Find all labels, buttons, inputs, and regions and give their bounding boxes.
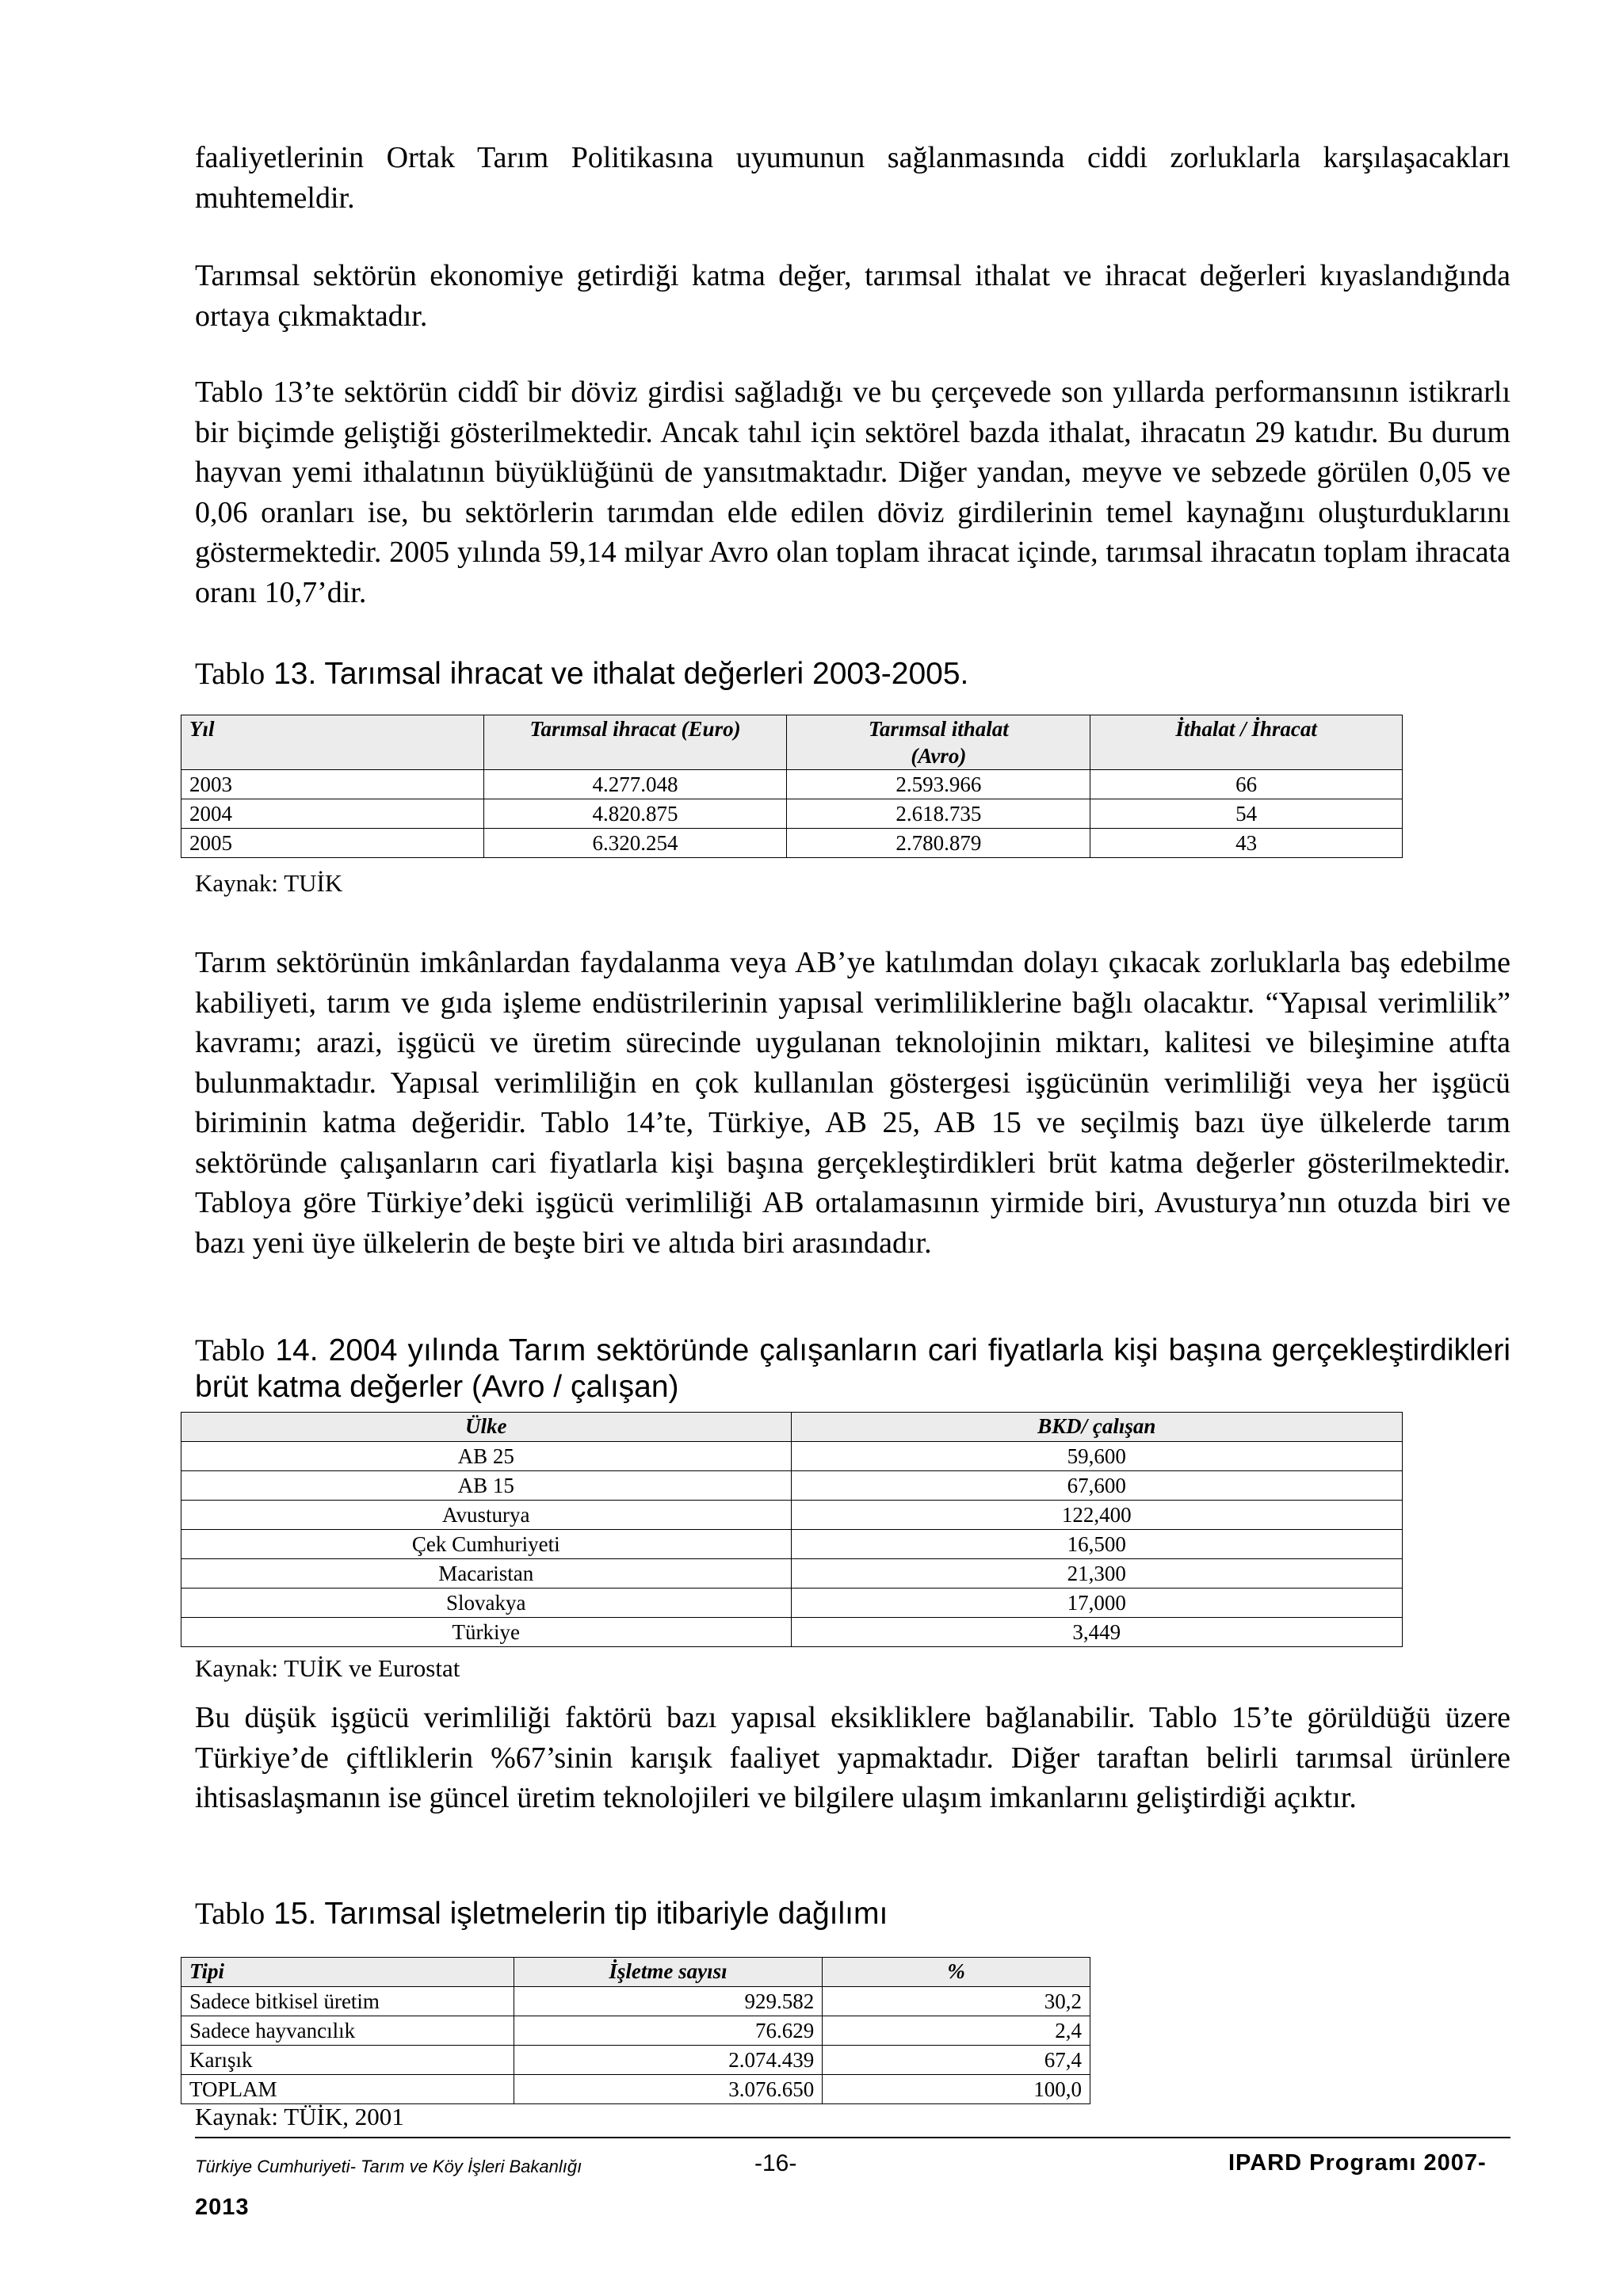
table-row bbox=[181, 1559, 1403, 1589]
table14-header-cell: BKD/ çalışan bbox=[791, 1413, 1402, 1442]
table-row bbox=[181, 1442, 1403, 1471]
table13 bbox=[181, 715, 1403, 858]
table-cell: AB 25 bbox=[181, 1442, 792, 1471]
table-cell: 2003 bbox=[181, 770, 484, 799]
table-cell: 2.780.879 bbox=[787, 829, 1090, 858]
table15-caption bbox=[195, 1896, 1510, 1932]
table13-header-row bbox=[181, 715, 1403, 770]
table-cell: 59,600 bbox=[791, 1442, 1402, 1471]
table14-source: Kaynak: TUİK ve Eurostat bbox=[195, 1654, 460, 1682]
table-row bbox=[181, 1618, 1403, 1647]
paragraph-3: Tablo 13’te sektörün ciddî bir döviz girdisi sağladığı ve bu çerçevede son yıllarda performansının istikrarlı bir biçimde geliştiği gösterilmektedir. Ancak tahıl için sektörel bazda ithalat, ihracatın 29 katıdır. Bu durum hayvan yemi ithalatının büyüklüğünü de yansıtmaktadır. Diğer yandan, meyve ve sebzede görülen 0,05 ve 0,06 oranları ise, bu sektörlerin tarımdan elde edilen döviz girdilerinin temel kaynağını oluşturduklarını göstermektedir. 2005 yılında 59,14 milyar Avro olan toplam ihracat içinde, tarımsal ihracatın toplam ihracata oranı 10,7’dir. bbox=[195, 376, 1510, 609]
table-cell: Sadece hayvancılık bbox=[181, 2016, 514, 2046]
table-cell: 2005 bbox=[181, 829, 484, 858]
footer-program: IPARD Programı 2007- bbox=[1228, 2150, 1487, 2176]
table-cell: 2.074.439 bbox=[514, 2046, 823, 2075]
table14-caption-prefix: Tablo bbox=[195, 1333, 265, 1367]
table-cell: TOPLAM bbox=[181, 2075, 514, 2104]
table-row bbox=[181, 1589, 1403, 1618]
table-cell: 4.820.875 bbox=[483, 799, 787, 829]
footer-ministry: Türkiye Cumhuriyeti- Tarım ve Köy İşleri Bakanlığı bbox=[195, 2157, 582, 2176]
table13-caption-text: 13. Tarımsal ihracat ve ithalat değerleri 2003-2005. bbox=[265, 657, 969, 691]
table-row bbox=[181, 1530, 1403, 1559]
paragraph-5: Bu düşük işgücü verimliliği faktörü bazı yapısal eksikliklere bağlanabilir. Tablo 15’te görüldüğü üzere Türkiye’de çiftliklerin %67’sinin karışık faaliyet yapmaktadır. Diğer taraftan belirli tarımsal ürünlere ihtisaslaşmanın ise güncel üretim teknolojileri ve bilgilere ulaşım imkanlarını geliştirdiği açıktır. bbox=[195, 1701, 1510, 1814]
table-row bbox=[181, 2046, 1090, 2075]
table-cell: 66 bbox=[1090, 770, 1403, 799]
table-cell: Avusturya bbox=[181, 1501, 792, 1530]
table14-caption bbox=[195, 1333, 1510, 1405]
table13-source: Kaynak: TUİK bbox=[195, 869, 343, 897]
table-cell: 76.629 bbox=[514, 2016, 823, 2046]
table-cell: 3,449 bbox=[791, 1618, 1402, 1647]
table13-header-text: Tarımsal ithalat (Avro) bbox=[868, 717, 1009, 768]
table-cell: 54 bbox=[1090, 799, 1403, 829]
table-cell: 43 bbox=[1090, 829, 1403, 858]
table14 bbox=[181, 1412, 1403, 1647]
table-cell: 2,4 bbox=[823, 2016, 1090, 2046]
table14-caption-text: 14. 2004 yılında Tarım sektöründe çalışanların cari fiyatlarla kişi başına gerçekleştirdikleri brüt katma değerler (Avro / çalışan) bbox=[195, 1333, 1510, 1404]
table-cell: 30,2 bbox=[823, 1987, 1090, 2016]
table-cell: Slovakya bbox=[181, 1589, 792, 1618]
table-cell: Sadece bitkisel üretim bbox=[181, 1987, 514, 2016]
page-number: -16- bbox=[754, 2150, 797, 2176]
footer-year: 2013 bbox=[195, 2195, 250, 2220]
footer-divider bbox=[195, 2137, 1510, 2138]
table15 bbox=[181, 1957, 1090, 2104]
paragraph-1: faaliyetlerinin Ortak Tarım Politikasına uyumunun sağlanmasında ciddi zorluklarla karşılaşacakları muhtemeldir. bbox=[195, 141, 1510, 215]
table-cell: 67,600 bbox=[791, 1471, 1402, 1501]
table-cell: 100,0 bbox=[823, 2075, 1090, 2104]
table-cell: 122,400 bbox=[791, 1501, 1402, 1530]
table15-header-cell: İşletme sayısı bbox=[514, 1958, 823, 1987]
table-row bbox=[181, 1501, 1403, 1530]
paragraph-4: Tarım sektörünün imkânlardan faydalanma veya AB’ye katılımdan dolayı çıkacak zorluklarla baş edebilme kabiliyeti, tarım ve gıda işleme endüstrilerinin yapısal verimliliklerine bağlı olacaktır. “Yapısal verimlilik” kavramı; arazi, işgücü ve üretim sürecinde uygulanan teknolojinin miktarı, kalitesi ve bileşimine atıfta bulunmaktadır. Yapısal verimliliğin en çok kullanılan göstergesi işgücünün verimliliği veya her işgücü biriminin katma değeridir. Tablo 14’te, Türkiye, AB 25, AB 15 ve seçilmiş bazı üye ülkelerde tarım sektöründe çalışanların cari fiyatlarla kişi başına gerçekleştirdikleri brüt katma değerler gösterilmektedir. Tabloya göre Türkiye’deki işgücü verimliliği AB ortalamasının yirmide biri, Avusturya’nın otuzda biri ve bazı yeni üye ülkelerin de beşte biri ve altıda biri arasındadır. bbox=[195, 946, 1510, 1260]
table-cell: 17,000 bbox=[791, 1589, 1402, 1618]
table-cell: 21,300 bbox=[791, 1559, 1402, 1589]
table15-header-cell: Tipi bbox=[181, 1958, 514, 1987]
table-cell: 6.320.254 bbox=[483, 829, 787, 858]
table13-header-cell bbox=[787, 715, 1090, 770]
table-cell: Macaristan bbox=[181, 1559, 792, 1589]
table-cell: 929.582 bbox=[514, 1987, 823, 2016]
table-row bbox=[181, 829, 1403, 858]
table-cell: 2004 bbox=[181, 799, 484, 829]
table-cell: 2.593.966 bbox=[787, 770, 1090, 799]
table15-header-row bbox=[181, 1958, 1090, 1987]
table-cell: AB 15 bbox=[181, 1471, 792, 1501]
table-cell: Çek Cumhuriyeti bbox=[181, 1530, 792, 1559]
table15-caption-text: 15. Tarımsal işletmelerin tip itibariyle dağılımı bbox=[265, 1897, 888, 1931]
table-cell: Türkiye bbox=[181, 1618, 792, 1647]
table-cell: 3.076.650 bbox=[514, 2075, 823, 2104]
table-row bbox=[181, 1471, 1403, 1501]
table14-header-row bbox=[181, 1413, 1403, 1442]
table13-header-cell: Tarımsal ihracat (Euro) bbox=[483, 715, 787, 770]
table-cell: 2.618.735 bbox=[787, 799, 1090, 829]
table13-caption-prefix: Tablo bbox=[195, 657, 265, 691]
table15-caption-prefix: Tablo bbox=[195, 1897, 265, 1931]
table-row bbox=[181, 799, 1403, 829]
table13-header-cell: İthalat / İhracat bbox=[1090, 715, 1403, 770]
table-row bbox=[181, 2075, 1090, 2104]
table-row bbox=[181, 2016, 1090, 2046]
table13-header-cell: Yıl bbox=[181, 715, 484, 770]
table13-caption bbox=[195, 656, 1510, 692]
table14-header-cell: Ülke bbox=[181, 1413, 792, 1442]
table15-header-cell: % bbox=[823, 1958, 1090, 1987]
table-cell: Karışık bbox=[181, 2046, 514, 2075]
paragraph-2: Tarımsal sektörün ekonomiye getirdiği katma değer, tarımsal ithalat ve ihracat değerleri kıyaslandığında ortaya çıkmaktadır. bbox=[195, 259, 1510, 333]
table-cell: 16,500 bbox=[791, 1530, 1402, 1559]
table-row bbox=[181, 770, 1403, 799]
table-row bbox=[181, 1987, 1090, 2016]
table-cell: 4.277.048 bbox=[483, 770, 787, 799]
table15-source: Kaynak: TÜİK, 2001 bbox=[195, 2103, 404, 2130]
table-cell: 67,4 bbox=[823, 2046, 1090, 2075]
